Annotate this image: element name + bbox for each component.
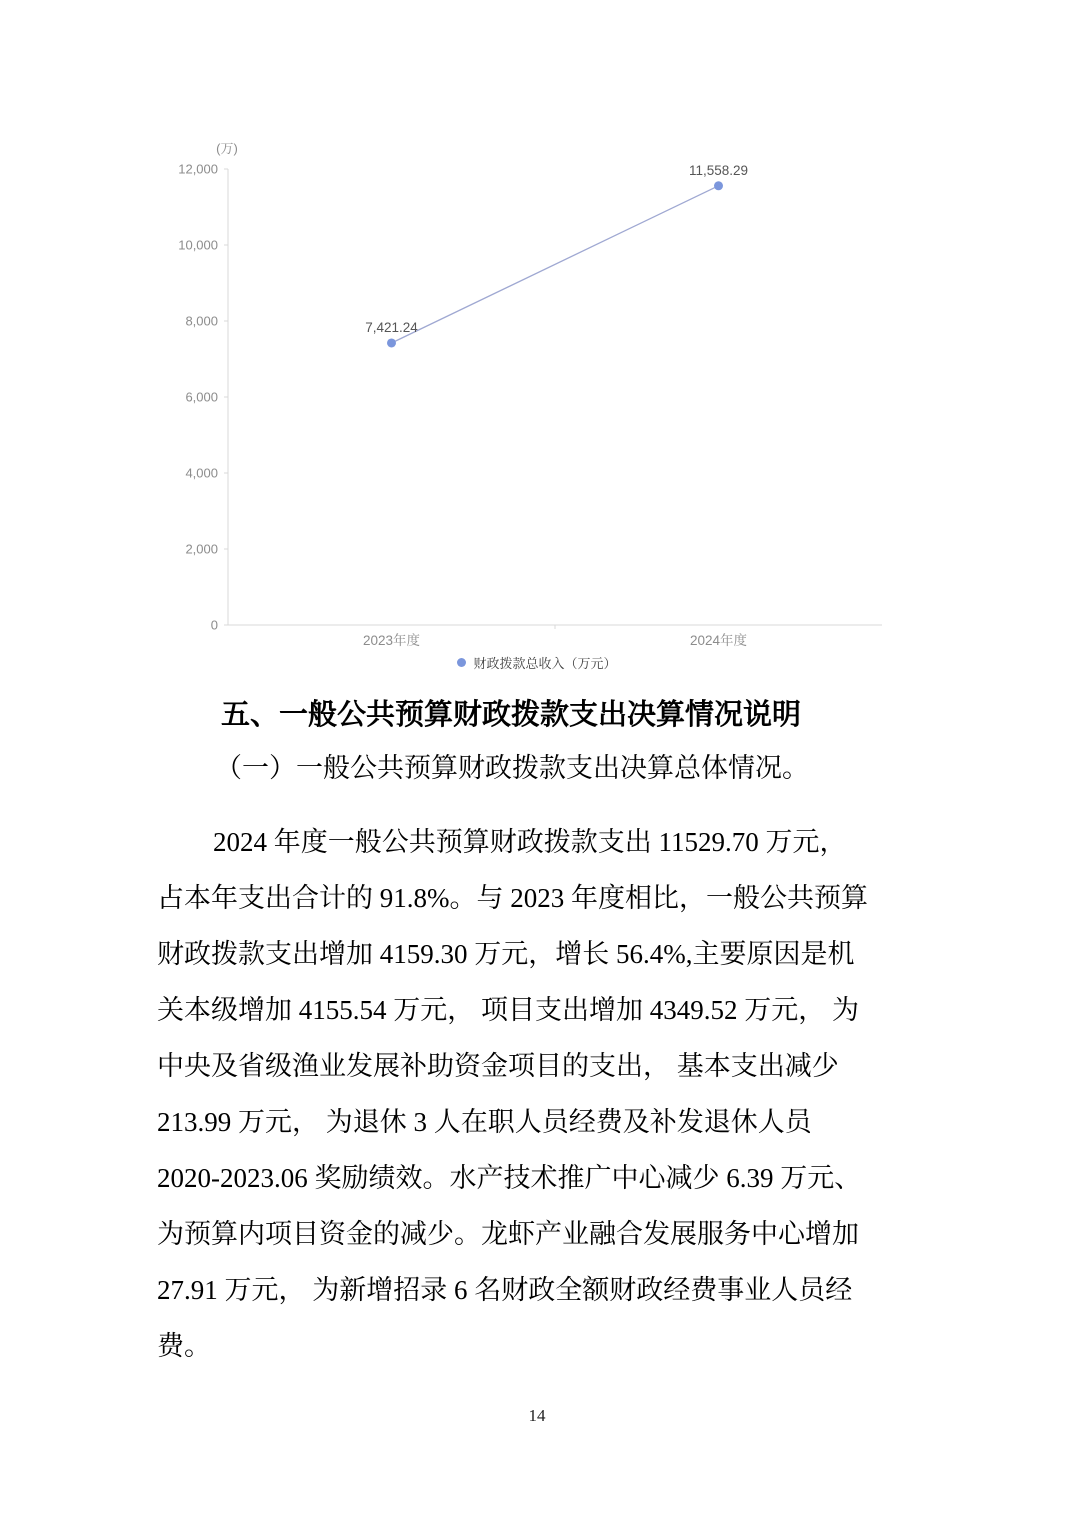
chart-legend [0,653,1074,672]
paragraph-line: 2020-2023.06 奖励绩效。水产技术推广中心减少 6.39 万元、 [157,1163,862,1193]
section-heading: 五、一般公共预算财政拨款支出决算情况说明 [221,699,802,731]
paragraph-line: 中央及省级渔业发展补助资金项目的支出， 基本支出减少 [157,1051,839,1081]
paragraph-line: 费。 [157,1331,211,1361]
page-number: 14 [528,1406,546,1425]
svg-text:11,558.29: 11,558.29 [688,162,749,178]
svg-text:12,000: 12,000 [178,161,218,177]
svg-text:10,000: 10,000 [178,237,218,253]
svg-text:2024年度: 2024年度 [689,633,748,648]
paragraph-line: 27.91 万元， 为新增招录 6 名财政全额财政经费事业人员经 [157,1275,853,1305]
svg-text:(万): (万) [216,141,238,156]
paragraph-line: 213.99 万元， 为退休 3 人在职人员经费及补发退休人员 [157,1107,812,1137]
svg-text:2023年度: 2023年度 [362,633,421,648]
legend-label: 财政拨款总收入（万元） [473,656,617,671]
svg-text:0: 0 [210,617,218,633]
svg-text:8,000: 8,000 [185,313,218,329]
paragraph-line: 占本年支出合计的 91.8%。与 2023 年度相比，一般公共预算 [157,883,868,913]
legend-dot-icon [457,658,466,667]
svg-text:2,000: 2,000 [185,541,218,557]
revenue-line-chart [0,120,1074,690]
chart-svg [0,120,1074,690]
body-paragraph [157,814,914,1374]
text-block [157,695,914,1374]
paragraph-line: 为预算内项目资金的减少。龙虾产业融合发展服务中心增加 [157,1219,859,1249]
paragraph-line: 关本级增加 4155.54 万元， 项目支出增加 4349.52 万元， 为 [157,995,859,1025]
paragraph-line: 2024 年度一般公共预算财政拨款支出 11529.70 万元， [213,827,847,857]
svg-text:7,421.24: 7,421.24 [365,319,418,335]
svg-text:6,000: 6,000 [185,389,218,405]
paragraph-line: 财政拨款支出增加 4159.30 万元，增长 56.4%,主要原因是机 [157,939,855,969]
svg-text:4,000: 4,000 [185,465,218,481]
section-subheading: （一）一般公共预算财政拨款支出决算总体情况。 [215,753,809,783]
